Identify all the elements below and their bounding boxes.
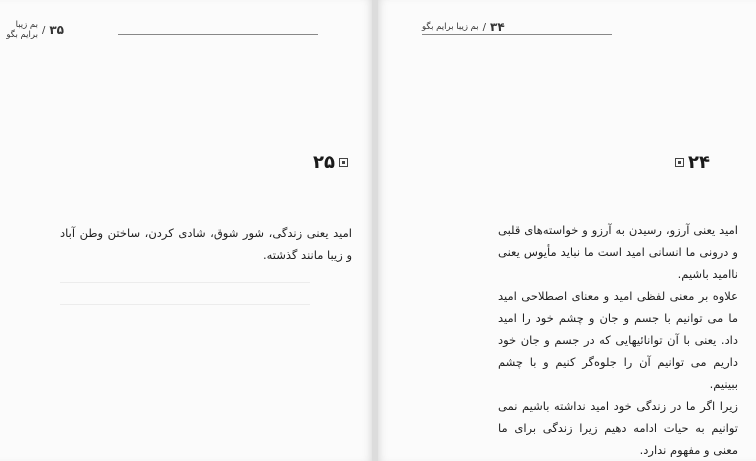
paragraph: امید یعنی زندگی، شور شوق، شادی کردن، ساختن وطن آباد و زیبا مانند گذشته. [60,226,352,262]
left-page-header [0,20,64,40]
chapter-square-icon [675,158,684,167]
left-body-text [60,222,352,266]
paragraph: زیرا اگر ما در زندگی خود امید نداشته باشیم نمی توانیم به حیات ادامه دهیم زیرا زندگی برای ما معنی و مفهوم ندارد. [498,399,738,457]
right-header-book-title: بم زیبا برایم بگو [422,22,479,32]
paragraph: علاوه بر معنی لفظی امید و معنای اصطلاحی امید ما می توانیم با جسم و جان و چشم خود را امید داد. یعنی با آن توانائیهایی که در جسم و جان خود داریم می توانیم آن را جلوه‌گر کنیم و با چشم ببینیم. [498,289,738,391]
right-body-text [498,219,738,461]
left-chapter-heading [313,152,348,173]
header-separator: / [482,21,487,33]
right-page [378,0,756,461]
left-page-number: ۳۵ [49,23,64,37]
right-page-header [422,20,756,34]
right-chapter-heading [675,152,710,173]
left-header-book-title: بم زیبا برایم بگو [6,20,38,40]
bleed-through-texture [60,282,310,322]
left-chapter-number: ۲۵ [313,152,335,173]
right-header-rule [422,34,612,35]
left-page [0,0,372,461]
right-chapter-number: ۲۴ [688,152,710,173]
paragraph: امید یعنی آرزو، رسیدن به آرزو و خواسته‌های قلبی و درونی ما انسانی امید است ما نباید مأیوس یعنی ناامید باشیم. [498,223,738,281]
left-header-rule [118,34,318,35]
chapter-square-icon [339,158,348,167]
header-separator: / [41,24,46,36]
right-page-number: ۳۴ [490,20,505,34]
